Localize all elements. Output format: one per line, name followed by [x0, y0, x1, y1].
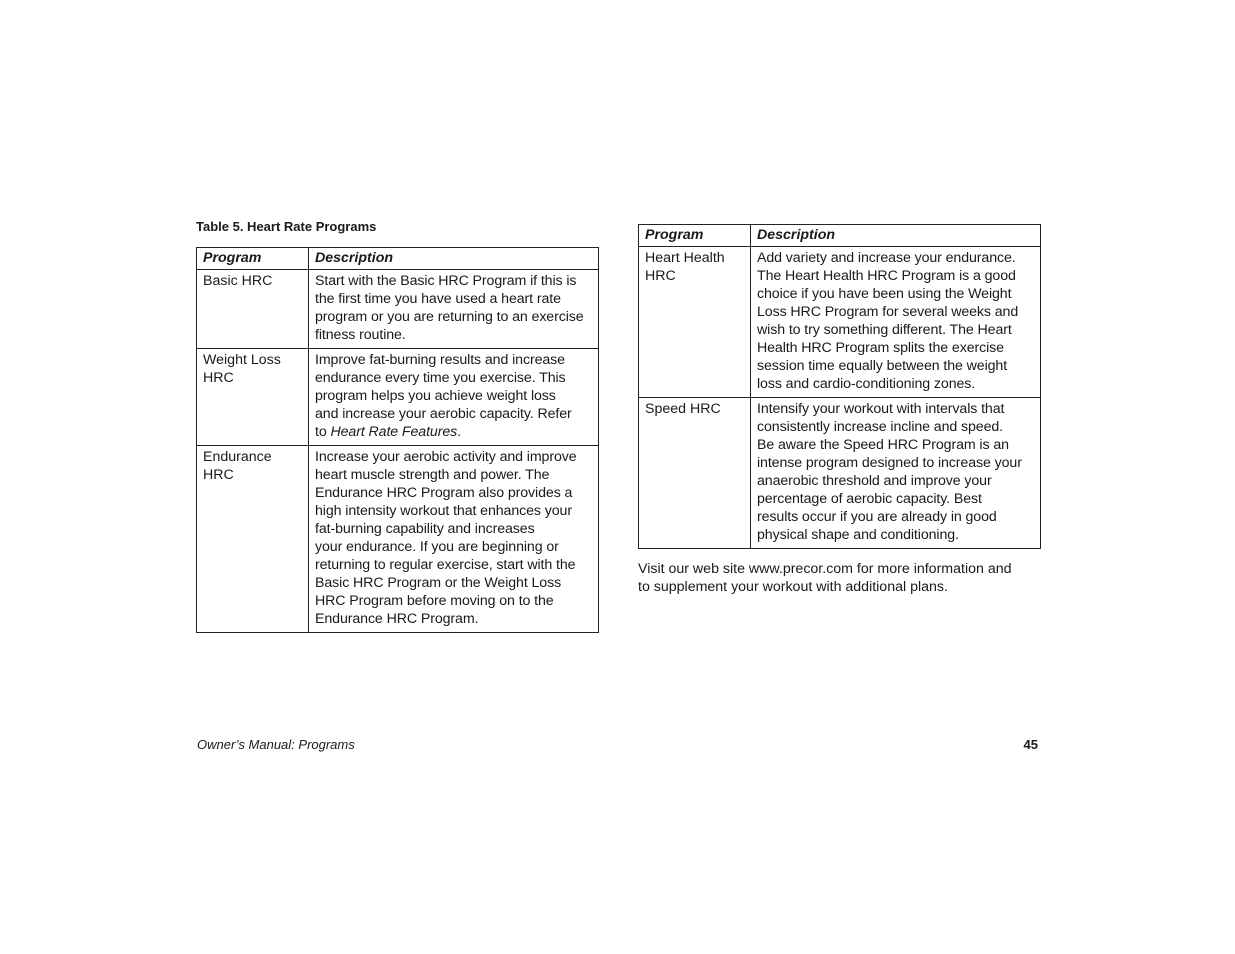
- description-column-header: Description: [309, 248, 599, 270]
- program-name-cell: [197, 349, 309, 446]
- heart-rate-programs-table-continued: [638, 224, 1041, 549]
- description-line: fitness routine.: [315, 327, 406, 343]
- program-name-cell: [197, 446, 309, 633]
- description-line: and increase your aerobic capacity. Refer: [315, 406, 572, 422]
- description-line: loss and cardio-conditioning zones.: [757, 376, 976, 392]
- program-name-line: HRC: [203, 467, 234, 483]
- cross-reference: Heart Rate Features: [330, 424, 458, 440]
- table-header-row: [639, 225, 1041, 247]
- description-column-header: Description: [751, 225, 1041, 247]
- program-description-cell: [751, 247, 1041, 398]
- table-caption: Table 5. Heart Rate Programs: [196, 219, 377, 234]
- description-line: program helps you achieve weight loss: [315, 388, 556, 404]
- description-text: .: [457, 424, 461, 440]
- description-line: choice if you have been using the Weight: [757, 286, 1012, 302]
- description-line: Intensify your workout with intervals that: [757, 401, 1005, 417]
- program-name-line: Heart Health: [645, 250, 725, 266]
- footer-manual-section: Owner’s Manual: Programs: [197, 737, 355, 752]
- description-line: Endurance HRC Program.: [315, 611, 479, 627]
- description-line: program or you are returning to an exercise: [315, 309, 584, 325]
- program-description-cell: [751, 398, 1041, 549]
- description-line: Endurance HRC Program also provides a: [315, 485, 573, 501]
- heart-rate-programs-table: [196, 247, 599, 633]
- footer-page-number: 45: [1023, 737, 1038, 752]
- description-line: Loss HRC Program for several weeks and: [757, 304, 1019, 320]
- description-line: session time equally between the weight: [757, 358, 1008, 374]
- description-line: endurance every time you exercise. This: [315, 370, 566, 386]
- description-line: Basic HRC Program or the Weight Loss: [315, 575, 562, 591]
- program-name-cell: [639, 247, 751, 398]
- program-name-line: Weight Loss: [203, 352, 281, 368]
- program-description-cell: [309, 270, 599, 349]
- table-row: [197, 270, 599, 349]
- program-column-header: Program: [639, 225, 751, 247]
- program-description-cell: [309, 446, 599, 633]
- program-description-cell: [309, 349, 599, 446]
- description-line: results occur if you are already in good: [757, 509, 997, 525]
- website-note-line: to supplement your workout with additional plans.: [638, 579, 948, 595]
- description-line: wish to try something different. The Heart: [757, 322, 1012, 338]
- description-line: high intensity workout that enhances your: [315, 503, 572, 519]
- description-line: consistently increase incline and speed.: [757, 419, 1004, 435]
- description-line: fat-burning capability and increases: [315, 521, 535, 537]
- description-line: [315, 423, 597, 441]
- program-name-line: HRC: [645, 268, 676, 284]
- table-row: [197, 349, 599, 446]
- description-line: anaerobic threshold and improve your: [757, 473, 992, 489]
- description-line: The Heart Health HRC Program is a good: [757, 268, 1016, 284]
- program-name-cell: [639, 398, 751, 549]
- website-note: [638, 560, 1048, 596]
- description-line: Be aware the Speed HRC Program is an: [757, 437, 1009, 453]
- table-row: [639, 247, 1041, 398]
- program-name-cell: [197, 270, 309, 349]
- description-line: your endurance. If you are beginning or: [315, 539, 559, 555]
- program-name-line: Endurance: [203, 449, 272, 465]
- description-line: Improve fat-burning results and increase: [315, 352, 565, 368]
- description-line: HRC Program before moving on to the: [315, 593, 554, 609]
- program-column-header: Program: [197, 248, 309, 270]
- description-line: the first time you have used a heart rate: [315, 291, 561, 307]
- description-line: Start with the Basic HRC Program if this is: [315, 273, 577, 289]
- description-line: Increase your aerobic activity and improve: [315, 449, 577, 465]
- description-line: Add variety and increase your endurance.: [757, 250, 1016, 266]
- description-line: heart muscle strength and power. The: [315, 467, 550, 483]
- description-text: to: [315, 424, 331, 440]
- program-name-line: Speed HRC: [645, 401, 721, 417]
- table-row: [197, 446, 599, 633]
- table-row: [639, 398, 1041, 549]
- description-line: intense program designed to increase your: [757, 455, 1022, 471]
- description-line: returning to regular exercise, start with the: [315, 557, 576, 573]
- website-note-line: Visit our web site www.precor.com for more information and: [638, 561, 1012, 577]
- table-header-row: [197, 248, 599, 270]
- program-name-line: HRC: [203, 370, 234, 386]
- program-name-line: Basic HRC: [203, 273, 273, 289]
- description-line: physical shape and conditioning.: [757, 527, 959, 543]
- description-line: percentage of aerobic capacity. Best: [757, 491, 982, 507]
- description-line: Health HRC Program splits the exercise: [757, 340, 1004, 356]
